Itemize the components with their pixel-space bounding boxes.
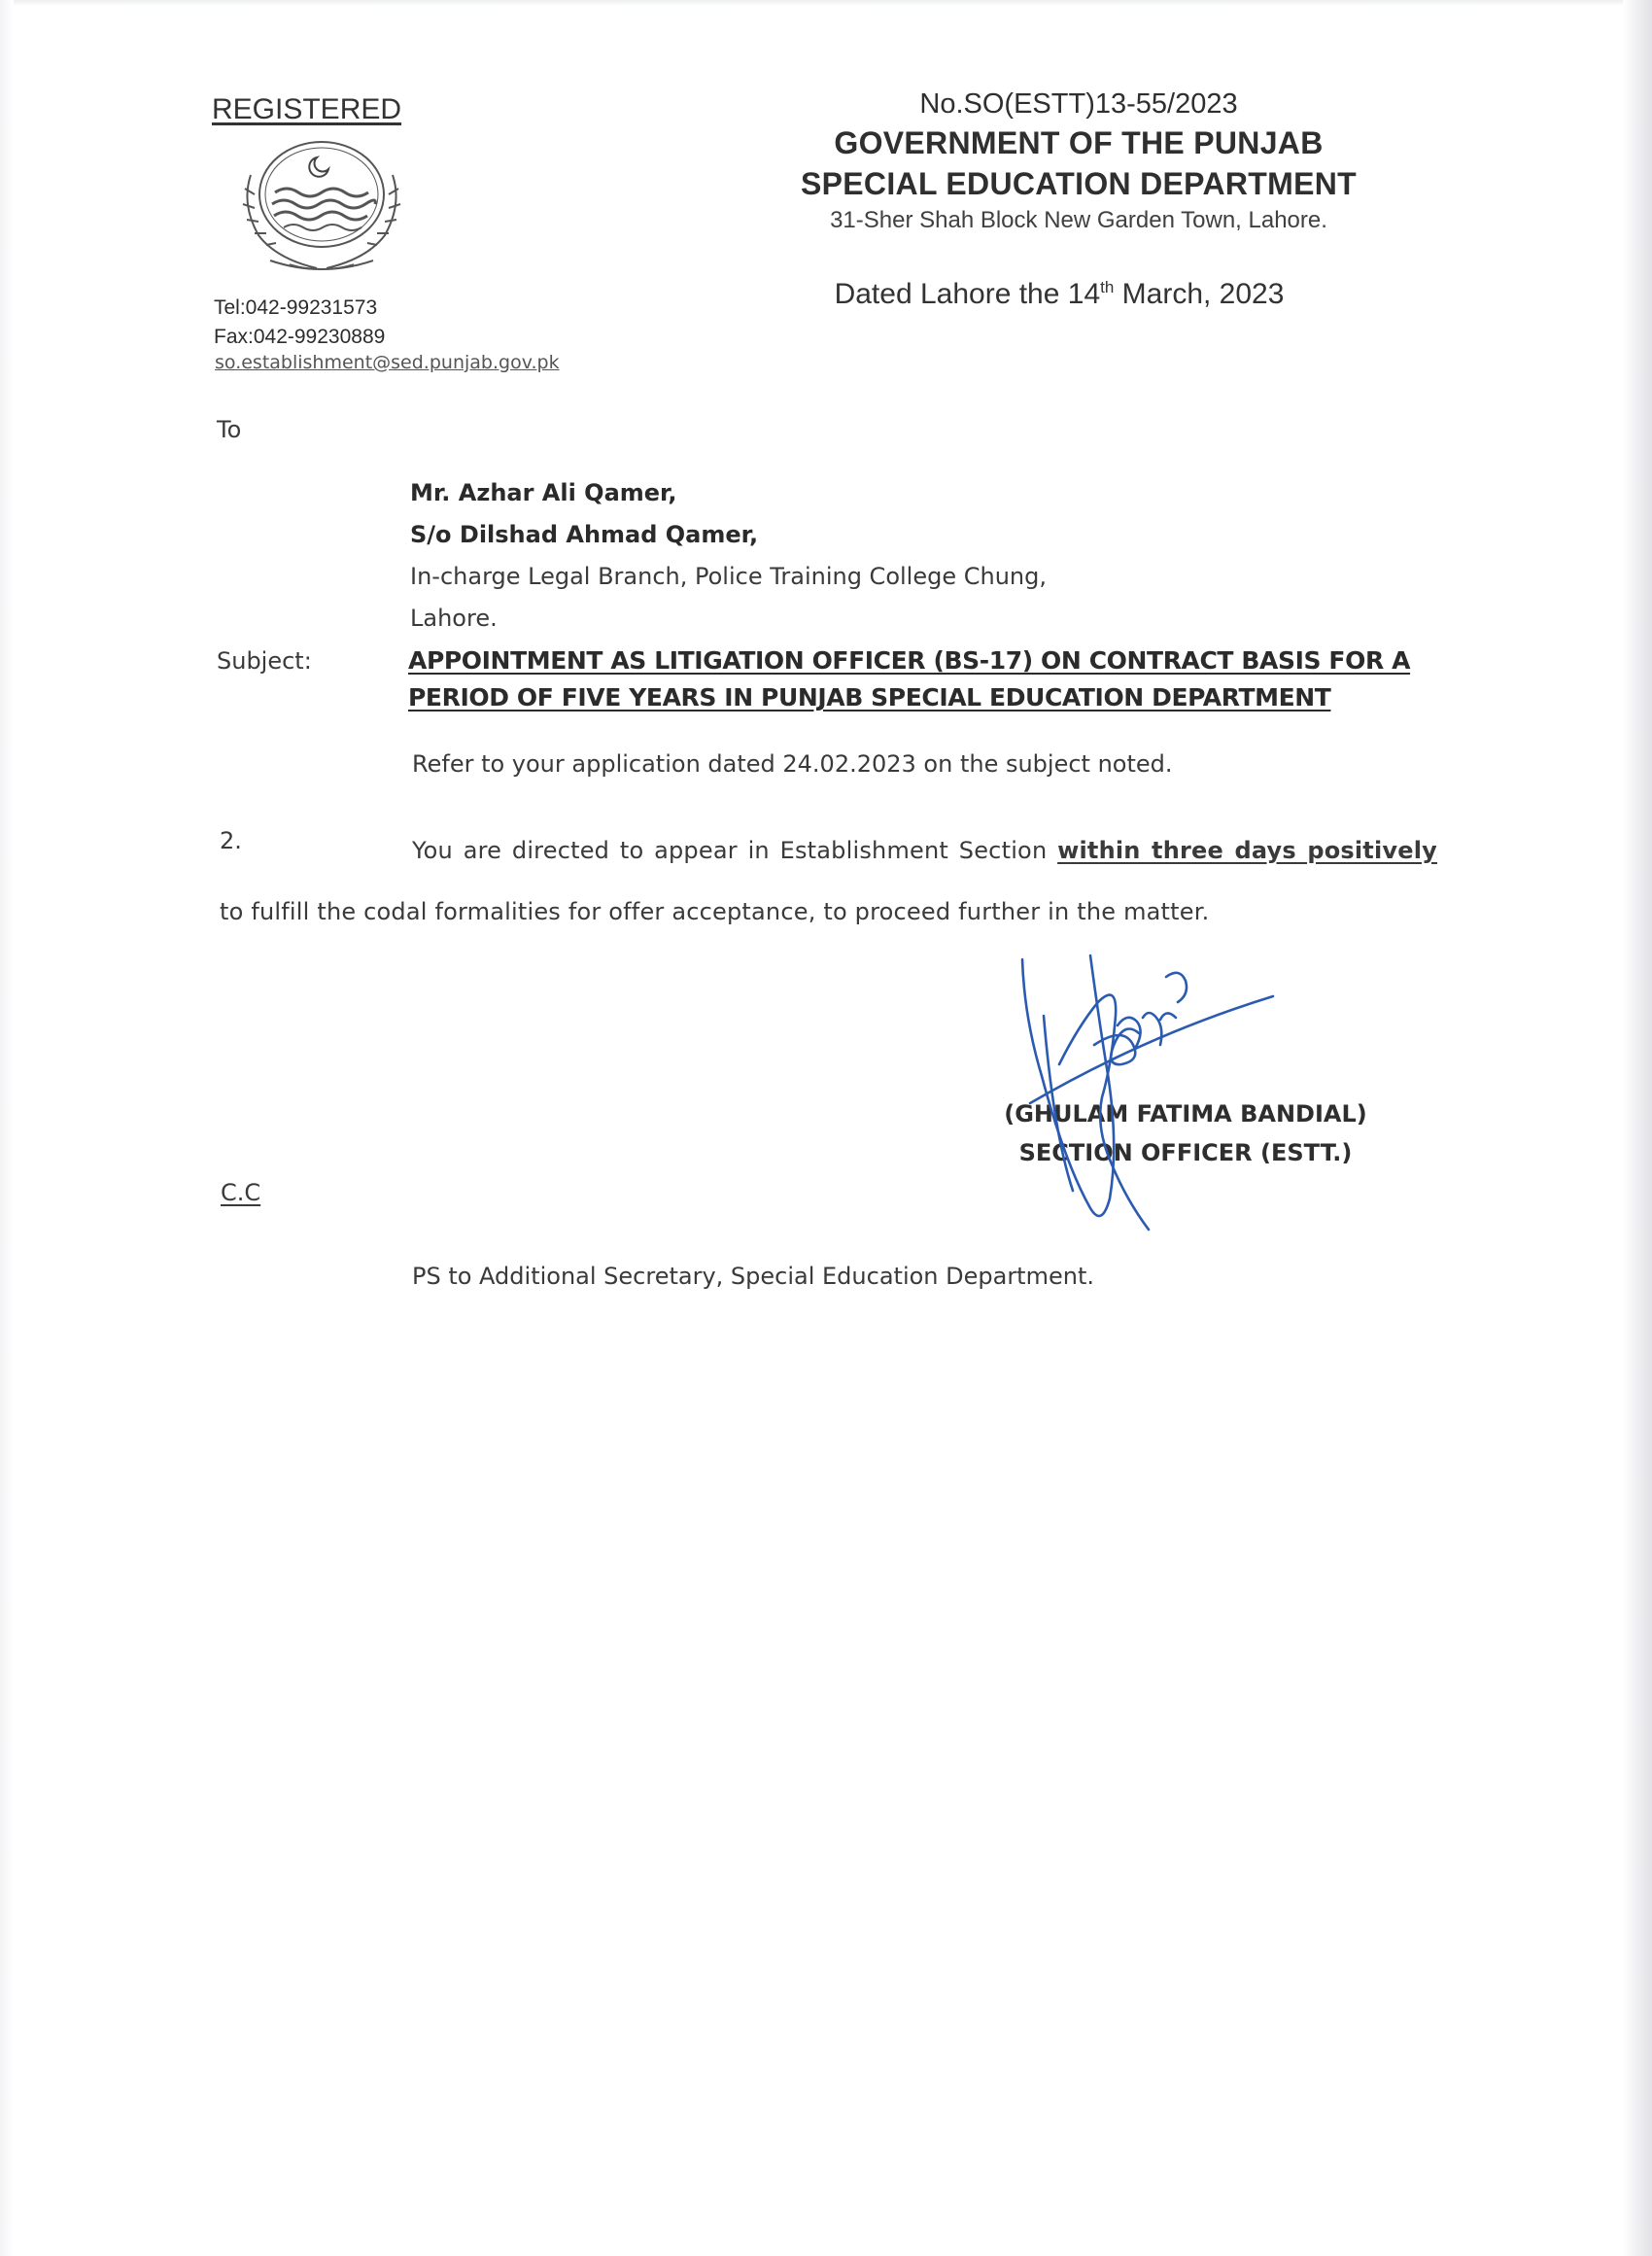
department-address: 31-Sher Shah Block New Garden Town, Lahore. <box>830 207 1327 233</box>
to-label: To <box>217 416 242 443</box>
signatory-designation: SECTION OFFICER (ESTT.) <box>1018 1139 1353 1166</box>
recipient-address <box>410 472 1047 640</box>
date-prefix: Dated Lahore the 14 <box>834 278 1101 310</box>
punjab-government-emblem-icon <box>231 136 412 280</box>
contact-block <box>214 294 385 352</box>
letterhead-header <box>748 86 1409 237</box>
scan-edge-left <box>0 0 14 2256</box>
signatory-name: (GHULAM FATIMA BANDIAL) <box>1004 1100 1367 1128</box>
paragraph-2-number: 2. <box>220 827 242 854</box>
handwritten-signature <box>1001 948 1312 1249</box>
scan-edge-right <box>1623 0 1652 2256</box>
subject-label: Subject: <box>217 647 312 675</box>
subject-text: APPOINTMENT AS LITIGATION OFFICER (BS-17) ON CONTRACT BASIS FOR A PERIOD OF FIVE YEARS IN PUNJAB SPECIAL EDUCATION DEPARTMENT <box>408 646 1411 712</box>
paragraph-2-after: to fulfill the codal formalities for offer acceptance, to proceed further in the matter. <box>220 898 1210 925</box>
recipient-designation: In-charge Legal Branch, Police Training College Chung, <box>410 563 1047 590</box>
recipient-parent: S/o Dilshad Ahmad Qamer, <box>410 521 759 548</box>
letter-number: No.SO(ESTT)13-55/2023 <box>919 88 1238 120</box>
recipient-name: Mr. Azhar Ali Qamer, <box>410 479 677 506</box>
letter-date <box>748 278 1370 311</box>
department-title: SPECIAL EDUCATION DEPARTMENT <box>801 166 1357 201</box>
date-rest: March, 2023 <box>1114 278 1285 310</box>
paragraph-1: Refer to your application dated 24.02.2023 on the subject noted. <box>412 750 1173 778</box>
government-title: GOVERNMENT OF THE PUNJAB <box>834 125 1324 160</box>
email-link[interactable]: so.establishment@sed.punjab.gov.pk <box>215 352 560 373</box>
paragraph-2-before: You are directed to appear in Establishment Section <box>412 837 1058 864</box>
date-suffix: th <box>1100 278 1115 296</box>
cc-item: PS to Additional Secretary, Special Education Department. <box>412 1263 1094 1290</box>
registered-label: REGISTERED <box>212 93 402 125</box>
cc-label: C.C <box>221 1179 261 1206</box>
paragraph-2-emphasis: within three days positively <box>1057 837 1438 864</box>
tel-number: Tel:042-99231573 <box>214 296 378 319</box>
paragraph-2 <box>220 820 1437 943</box>
fax-number: Fax:042-99230889 <box>214 326 386 348</box>
recipient-city: Lahore. <box>410 605 498 632</box>
scan-edge-top <box>0 0 1652 6</box>
